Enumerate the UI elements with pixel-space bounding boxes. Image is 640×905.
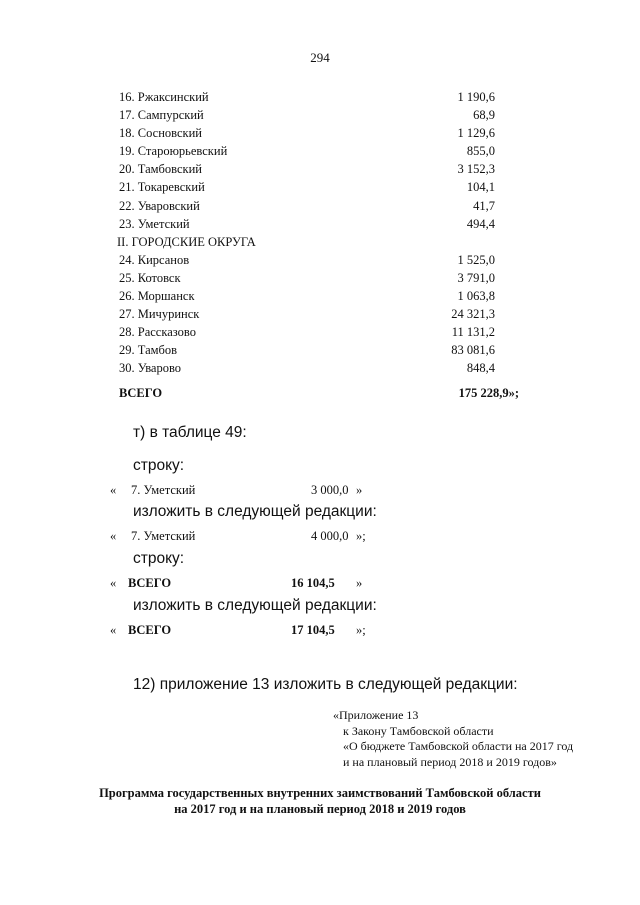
row-value: 1 063,8 [457,289,495,304]
old-row-name: 7. Уметский [131,483,196,497]
table-rows-districts [119,88,519,233]
table-row [119,178,519,196]
table-row [119,88,519,106]
row-name: 20. Тамбовский [119,162,202,177]
quote-close: » [356,576,363,590]
page-number: 294 [310,50,330,65]
table-row [119,160,519,178]
old-total-value: 16 104,5 [291,576,335,590]
amendment-intro: т) в таблице 49: [133,424,247,441]
row-name: 23. Уметский [119,216,190,231]
row-value: 3 791,0 [457,270,495,285]
budget-table [119,88,519,402]
appendix-line-1: «Приложение 13 [333,708,419,722]
row-value: 1 525,0 [457,252,495,267]
row-name: 18. Сосновский [119,126,202,141]
row-label-2: строку: [133,550,185,567]
table-rows-cities [119,251,519,378]
replace-text: изложить в следующей редакции: [133,503,377,520]
old-total-name: ВСЕГО [128,576,172,590]
row-name: 19. Староюрьевский [119,144,228,159]
table-row [119,251,519,269]
appendix-line-4: и на плановый период 2018 и 2019 годов» [343,754,557,769]
row-value: 1 129,6 [457,126,495,141]
table-row [119,359,519,377]
quote-open: « [110,576,117,590]
table-row [119,142,519,160]
table-row [119,341,519,359]
row-name: 28. Рассказово [119,325,196,340]
new-total-value: 17 104,5 [291,623,335,637]
table-row [119,287,519,305]
table-row [119,215,519,233]
section-title-row [119,233,519,251]
row-name: 30. Уварово [119,361,182,376]
quote-open: « [110,529,117,543]
table-row [119,124,519,142]
row-value: 1 190,6 [457,90,495,104]
quote-close: »; [356,623,366,637]
item-12: 12) приложение 13 изложить в следующей редакции: [133,676,518,693]
new-row-value: 4 000,0 [311,529,349,543]
appendix-line-3: «О бюджете Тамбовской области на 2017 год [343,739,574,753]
row-value: 41,7 [473,198,495,213]
row-name: 17. Сампурский [119,108,204,123]
quote-open: « [110,483,117,497]
row-value: 24 321,3 [451,307,495,322]
table-row [119,106,519,124]
row-value: 494,4 [466,216,495,231]
row-name: 24. Кирсанов [119,252,190,267]
table-row [119,269,519,287]
table-total-row [119,384,519,402]
row-value: 104,1 [466,180,495,195]
row-label: строку: [133,457,185,474]
new-row-name: 7. Уметский [131,529,196,543]
row-name: 16. Ржаксинский [119,90,209,104]
replace-text-2: изложить в следующей редакции: [133,597,377,614]
table-row [119,197,519,215]
row-name: 26. Моршанск [119,289,195,304]
row-value: 855,0 [466,144,495,159]
total-value: 175 228,9»; [458,385,519,400]
appendix-block [333,708,573,770]
program-heading-line-2: на 2017 год и на плановый период 2018 и 2019 годов [174,802,466,816]
table-row [119,305,519,323]
quote-open: « [110,623,117,637]
row-value: 68,9 [473,108,495,123]
total-label: ВСЕГО [119,385,163,400]
row-value: 83 081,6 [451,343,495,358]
row-name: 29. Тамбов [119,343,178,358]
old-row-value: 3 000,0 [311,483,349,497]
row-name: 27. Мичуринск [119,307,200,322]
new-total-name: ВСЕГО [128,623,172,637]
section-title: II. ГОРОДСКИЕ ОКРУГА [117,234,256,249]
row-value: 11 131,2 [451,325,495,340]
row-value: 848,4 [466,361,495,376]
appendix-line-2: к Закону Тамбовской области [343,723,494,738]
quote-close: »; [356,529,366,543]
row-name: 25. Котовск [119,270,181,285]
quote-close: » [356,483,363,497]
row-value: 3 152,3 [457,162,495,177]
table-row [119,323,519,341]
program-heading-line-1: Программа государственных внутренних заимствований Тамбовской области [99,786,541,800]
row-name: 21. Токаревский [119,180,205,195]
row-name: 22. Уваровский [119,198,200,213]
